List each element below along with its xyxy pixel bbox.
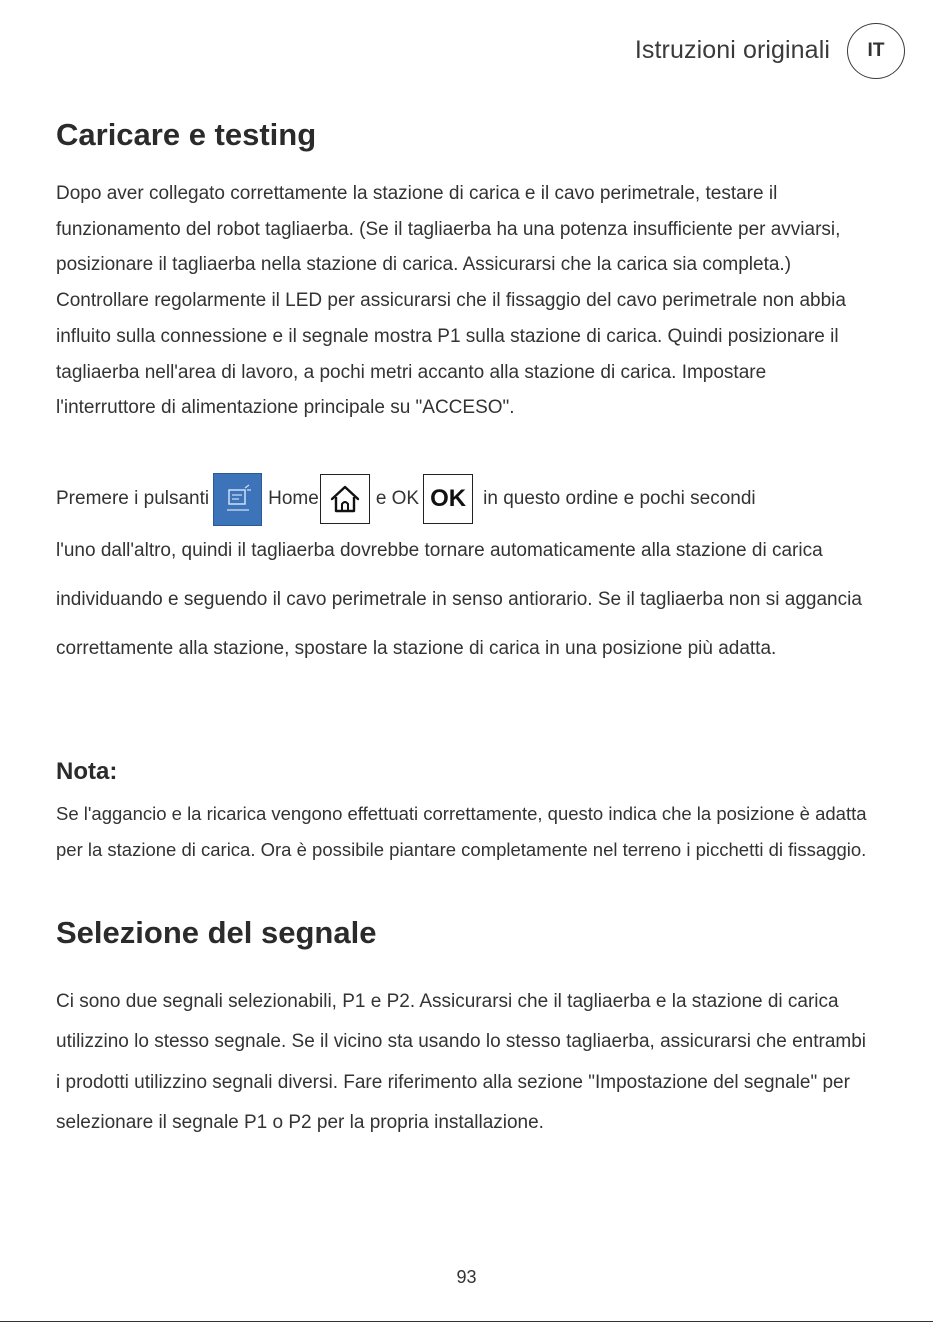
language-badge: IT bbox=[847, 23, 905, 79]
document-header-title: Istruzioni originali bbox=[634, 36, 830, 64]
and-ok-label: e OK bbox=[375, 488, 420, 509]
return-to-station-paragraph: l'uno dall'altro, quindi il tagliaerba dovrebbe tornare automaticamente alla stazione di carica individuando e seguendo il cavo perimetrale in senso antiorario. Se il tagliaerba non si aggancia correttamente alla stazione, spostare la stazione di carica in una posizione più adatta. bbox=[56, 540, 862, 659]
section-heading-signal-selection: Selezione del segnale bbox=[56, 915, 377, 950]
signal-selection-paragraph: Ci sono due segnali selezionabili, P1 e P2. Assicurarsi che il tagliaerba e la stazione di carica utilizzino lo stesso segnale. Se il vicino sta usando lo stesso tagliaerba, assicurarsi che entrambi i prodotti utilizzino segnali diversi. Fare riferimento alla sezione "Impostazione del segnale" per selezionare il segnale P1 o P2 per la propria installazione. bbox=[56, 991, 867, 1133]
note-heading: Nota: bbox=[56, 758, 118, 785]
note-paragraph: Se l'aggancio e la ricarica vengono effettuati correttamente, questo indica che la posizione è adatta per la stazione di carica. Ora è possibile piantare completamente nel terreno i picchetti di fissaggio. bbox=[56, 803, 867, 860]
house-icon bbox=[327, 481, 363, 517]
ok-key-icon: OK bbox=[423, 474, 473, 524]
page-number: 93 bbox=[456, 1267, 477, 1287]
button-instruction-line bbox=[56, 472, 876, 526]
section-heading-charging-testing: Caricare e testing bbox=[56, 117, 317, 152]
instruction-suffix: in questo ordine e pochi secondi bbox=[483, 488, 756, 509]
home-label: Home bbox=[268, 488, 319, 509]
start-symbol-icon bbox=[223, 482, 253, 516]
home-icon bbox=[320, 474, 370, 524]
start-button-icon bbox=[213, 473, 262, 526]
instruction-prefix: Premere i pulsanti bbox=[56, 488, 210, 509]
charging-testing-paragraph: Dopo aver collegato correttamente la stazione di carica e il cavo perimetrale, testare il funzionamento del robot tagliaerba. (Se il tagliaerba ha una potenza insufficiente per avviarsi, posizionare il tagliaerba nella stazione di carica. Assicurarsi che la carica sia completa.) Controllare regolarmente il LED per assicurarsi che il fissaggio del cavo perimetrale non abbia influito sulla connessione e il segnale mostra P1 sulla stazione di carica. Quindi posizionare il tagliaerba nell'area di lavoro, a pochi metri accanto alla stazione di carica. Impostare l'interruttore di alimentazione principale su "ACCESO". bbox=[56, 183, 846, 419]
bottom-divider bbox=[0, 1321, 933, 1322]
